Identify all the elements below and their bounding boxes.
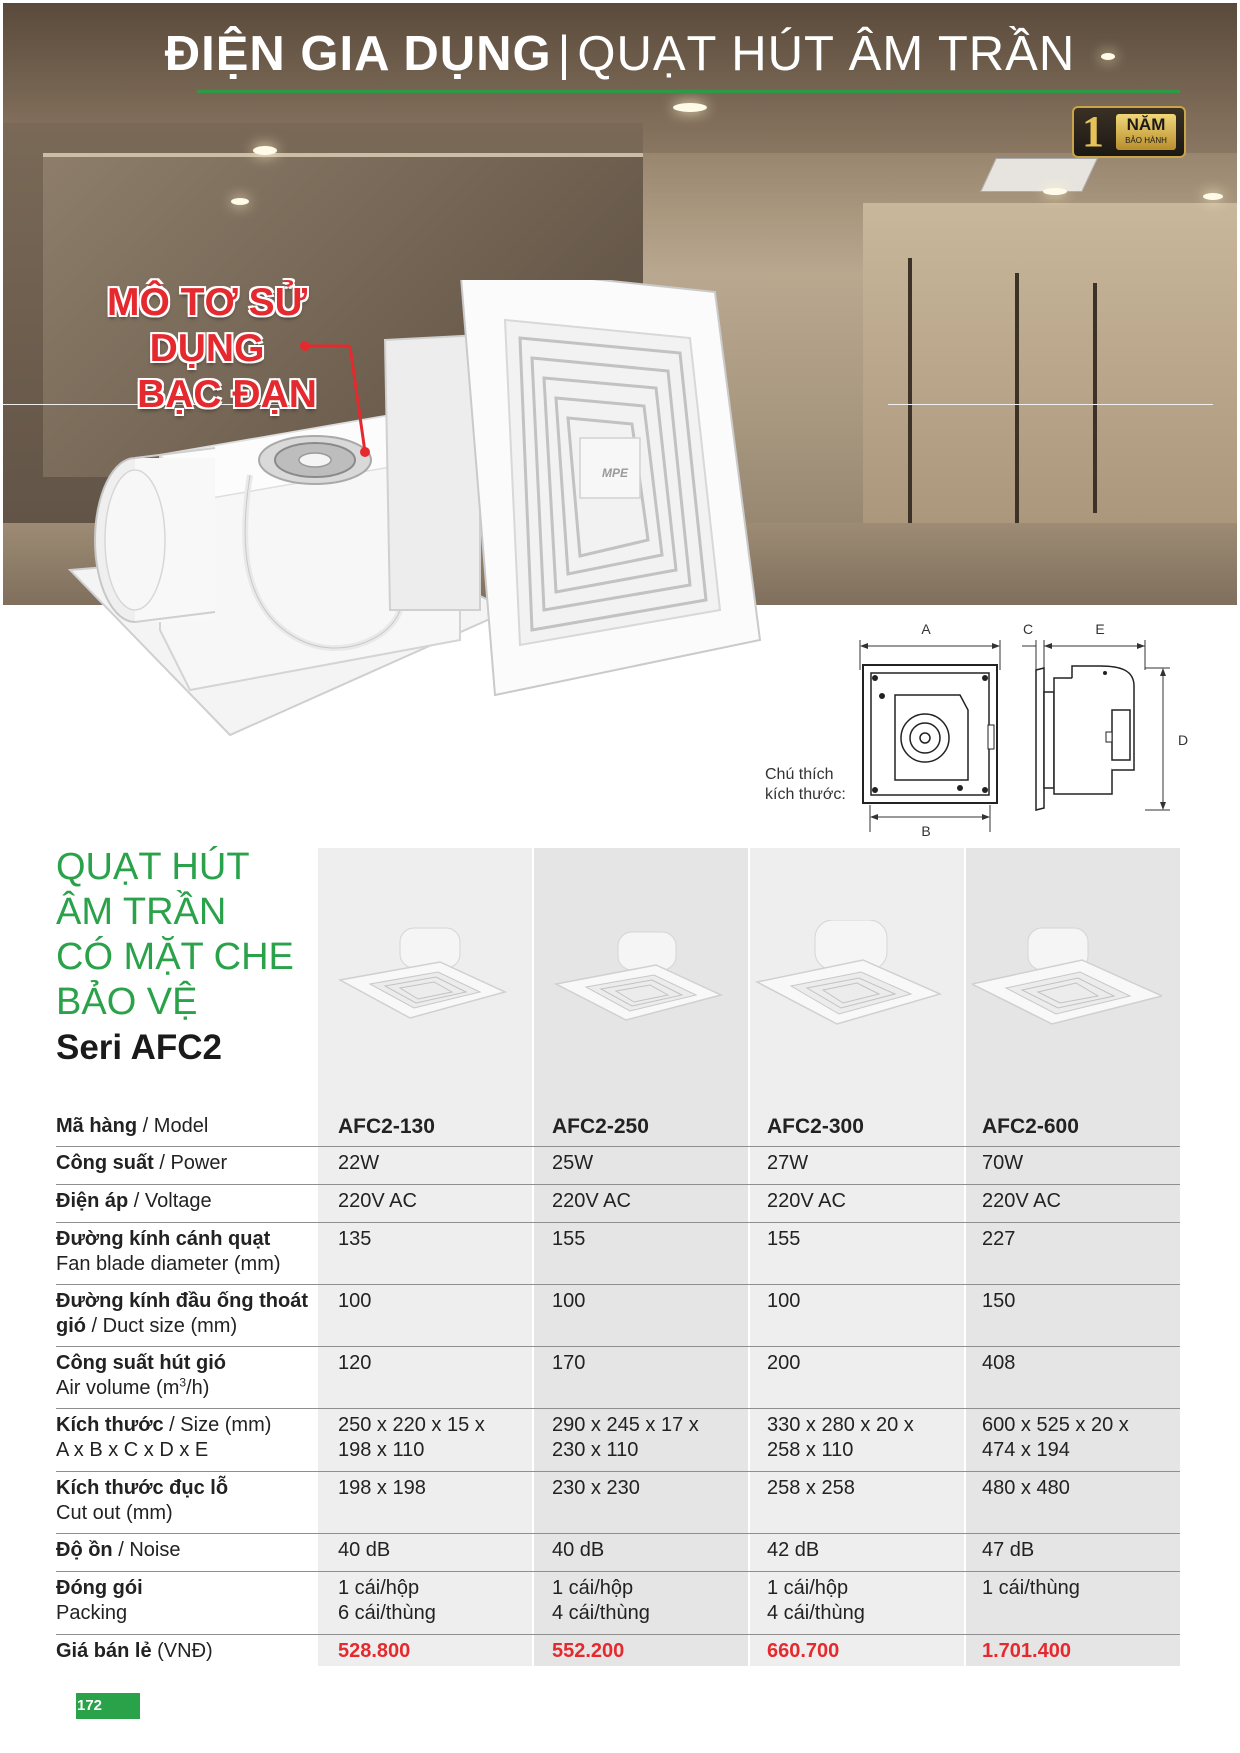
- diagram-caption: [765, 765, 846, 805]
- callout-line-2: BẠC ĐẠN: [137, 373, 317, 416]
- table-cell: 220V AC: [552, 1190, 631, 1212]
- row-label-bold: Kích thước đục lỗ: [56, 1477, 229, 1499]
- row-label-bold: Công suất hút gió: [56, 1352, 226, 1374]
- table-cell: 227: [982, 1228, 1016, 1250]
- product-title-line: CÓ MẶT CHE: [56, 936, 294, 978]
- table-cell: [767, 1413, 914, 1463]
- table-cell: 150: [982, 1290, 1016, 1312]
- size-line-1: 250 x 220 x 15 x: [338, 1414, 485, 1436]
- packing-line-2: 6 cái/thùng: [338, 1602, 436, 1624]
- packing-line-1: 1 cái/hộp: [767, 1577, 849, 1599]
- row-label-rest: / Model: [137, 1115, 209, 1137]
- size-line-2: 258 x 110: [767, 1439, 854, 1461]
- header-category: ĐIỆN GIA DỤNG: [164, 27, 552, 81]
- row-label-bold: Đường kính cánh quạt: [56, 1228, 271, 1250]
- table-cell: 70W: [982, 1152, 1024, 1174]
- diagram-caption-line-1: Chú thích: [765, 766, 834, 783]
- dim-label-a: A: [921, 621, 931, 637]
- warranty-badge: [1072, 106, 1186, 158]
- table-cell: 40 dB: [338, 1539, 391, 1561]
- row-label: [56, 1114, 318, 1139]
- product-series: Seri AFC2: [56, 1028, 222, 1067]
- row-label-line-2: / Duct size (mm): [86, 1315, 238, 1337]
- row-label-rest: / Voltage: [128, 1190, 212, 1212]
- row-label-bold: Đường kính đầu ống thoát: [56, 1290, 309, 1312]
- table-cell: 135: [338, 1228, 372, 1250]
- size-line-1: 290 x 245 x 17 x: [552, 1414, 699, 1436]
- table-cell: 258 x 258: [767, 1477, 855, 1499]
- row-label-rest: / Size (mm): [163, 1414, 272, 1436]
- header-separator: |: [557, 27, 572, 81]
- warranty-unit: NĂM: [1126, 115, 1166, 134]
- row-label: [56, 1289, 318, 1339]
- table-row: [56, 1635, 1180, 1671]
- spec-table: [56, 1110, 1180, 1671]
- table-cell: 155: [552, 1228, 586, 1250]
- row-label-rest: (VNĐ): [151, 1640, 213, 1662]
- table-cell: [552, 1413, 699, 1463]
- row-label-line-2-tail: /h): [186, 1377, 210, 1399]
- table-cell: 100: [338, 1290, 372, 1312]
- table-cell: 408: [982, 1352, 1016, 1374]
- table-cell: [982, 1413, 1129, 1463]
- row-label: [56, 1151, 318, 1176]
- packing-line-1: 1 cái/thùng: [982, 1577, 1080, 1599]
- row-label-line-2-bold: gió: [56, 1315, 86, 1337]
- product-image-afc2-300: [755, 920, 945, 1040]
- product-title-line: BẢO VỆ: [56, 981, 198, 1023]
- row-label-bold: Độ ồn: [56, 1539, 113, 1561]
- row-label-bold: Mã hàng: [56, 1115, 138, 1137]
- row-label: [56, 1639, 318, 1664]
- table-cell: [552, 1576, 650, 1626]
- table-row: [56, 1147, 1180, 1185]
- row-label-bold: Đóng gói: [56, 1577, 143, 1599]
- packing-line-2: 4 cái/thùng: [552, 1602, 650, 1624]
- packing-line-2: 4 cái/thùng: [767, 1602, 865, 1624]
- table-cell: 40 dB: [552, 1539, 605, 1561]
- size-line-2: 474 x 194: [982, 1439, 1070, 1461]
- warranty-label: BẢO HÀNH: [1125, 136, 1167, 145]
- row-label-rest: / Noise: [112, 1539, 181, 1561]
- dim-label-b: B: [921, 823, 931, 839]
- dim-label-e: E: [1095, 621, 1105, 637]
- table-cell: 47 dB: [982, 1539, 1035, 1561]
- page-number: [76, 1693, 140, 1719]
- table-cell: 480 x 480: [982, 1477, 1070, 1499]
- row-label: [56, 1476, 318, 1526]
- size-line-1: 600 x 525 x 20 x: [982, 1414, 1129, 1436]
- packing-line-1: 1 cái/hộp: [552, 1577, 634, 1599]
- page-number-text: 172: [77, 1697, 103, 1714]
- table-cell: 155: [767, 1228, 801, 1250]
- row-label-rest: / Power: [153, 1152, 228, 1174]
- model-name: AFC2-300: [767, 1115, 864, 1138]
- page-header: [0, 26, 1240, 82]
- product-title: [56, 845, 326, 1025]
- table-row: [56, 1347, 1180, 1409]
- table-row: [56, 1223, 1180, 1285]
- row-label-bold: Công suất: [56, 1152, 154, 1174]
- row-label: [56, 1189, 318, 1214]
- row-label-bold: Kích thước: [56, 1414, 164, 1436]
- table-row: [56, 1534, 1180, 1572]
- table-row: [56, 1285, 1180, 1347]
- table-row: [56, 1110, 1180, 1147]
- header-subcategory: QUẠT HÚT ÂM TRẦN: [577, 27, 1076, 81]
- table-row: [56, 1472, 1180, 1534]
- table-cell: 220V AC: [767, 1190, 846, 1212]
- size-line-2: 230 x 110: [552, 1439, 639, 1461]
- table-row: [56, 1409, 1180, 1472]
- table-cell: [338, 1413, 485, 1463]
- row-label: [56, 1351, 318, 1401]
- table-cell: 198 x 198: [338, 1477, 426, 1499]
- table-cell: 220V AC: [982, 1190, 1061, 1212]
- table-cell: 25W: [552, 1152, 594, 1174]
- table-cell: 200: [767, 1352, 801, 1374]
- row-label-bold: Điện áp: [56, 1190, 129, 1212]
- dim-label-d: D: [1178, 732, 1189, 748]
- price-value: 528.800: [338, 1640, 411, 1662]
- product-image-afc2-130: [330, 920, 520, 1040]
- row-label-line-2: Packing: [56, 1602, 128, 1624]
- callout-line-1: MÔ TƠ SỬ DỤNG: [107, 281, 307, 370]
- warranty-years: 1: [1082, 107, 1104, 156]
- model-name: AFC2-250: [552, 1115, 649, 1138]
- table-cell: 27W: [767, 1152, 809, 1174]
- model-name: AFC2-130: [338, 1115, 435, 1138]
- product-image-afc2-600: [972, 920, 1162, 1040]
- row-label-line-2: Cut out (mm): [56, 1502, 173, 1524]
- row-label-line-2: Fan blade diameter (mm): [56, 1253, 281, 1275]
- table-cell: [767, 1576, 865, 1626]
- product-title-line: ÂM TRẦN: [56, 891, 227, 933]
- price-value: 1.701.400: [982, 1640, 1071, 1662]
- row-label-bold: Giá bán lẻ: [56, 1640, 152, 1662]
- table-cell: [982, 1576, 1080, 1601]
- brand-label: MPE: [602, 466, 629, 480]
- diagram-caption-line-2: kích thước:: [765, 786, 846, 803]
- dimension-diagram: [760, 620, 1200, 840]
- motor-callout: [52, 280, 362, 418]
- product-image-afc2-250: [546, 920, 736, 1040]
- table-cell: 230 x 230: [552, 1477, 640, 1499]
- table-cell: 220V AC: [338, 1190, 417, 1212]
- table-cell: 170: [552, 1352, 586, 1374]
- price-value: 552.200: [552, 1640, 625, 1662]
- table-cell: [338, 1576, 436, 1626]
- packing-line-1: 1 cái/hộp: [338, 1577, 420, 1599]
- row-label: [56, 1538, 318, 1563]
- row-label-line-2: A x B x C x D x E: [56, 1439, 209, 1461]
- product-title-line: QUẠT HÚT: [56, 846, 250, 888]
- row-label-line-2: Air volume (m: [56, 1377, 180, 1399]
- dim-label-c: C: [1022, 621, 1034, 637]
- table-row: [56, 1572, 1180, 1635]
- table-cell: 120: [338, 1352, 372, 1374]
- size-line-1: 330 x 280 x 20 x: [767, 1414, 914, 1436]
- table-cell: 100: [767, 1290, 801, 1312]
- table-cell: 22W: [338, 1152, 380, 1174]
- table-cell: 100: [552, 1290, 586, 1312]
- row-label: [56, 1413, 318, 1463]
- table-row: [56, 1185, 1180, 1223]
- table-cell: 42 dB: [767, 1539, 820, 1561]
- header-underline: [197, 90, 1180, 93]
- row-label: [56, 1576, 318, 1626]
- row-label-superscript: 3: [179, 1375, 187, 1390]
- model-name: AFC2-600: [982, 1115, 1079, 1138]
- size-line-2: 198 x 110: [338, 1439, 425, 1461]
- price-value: 660.700: [767, 1640, 840, 1662]
- row-label: [56, 1227, 318, 1277]
